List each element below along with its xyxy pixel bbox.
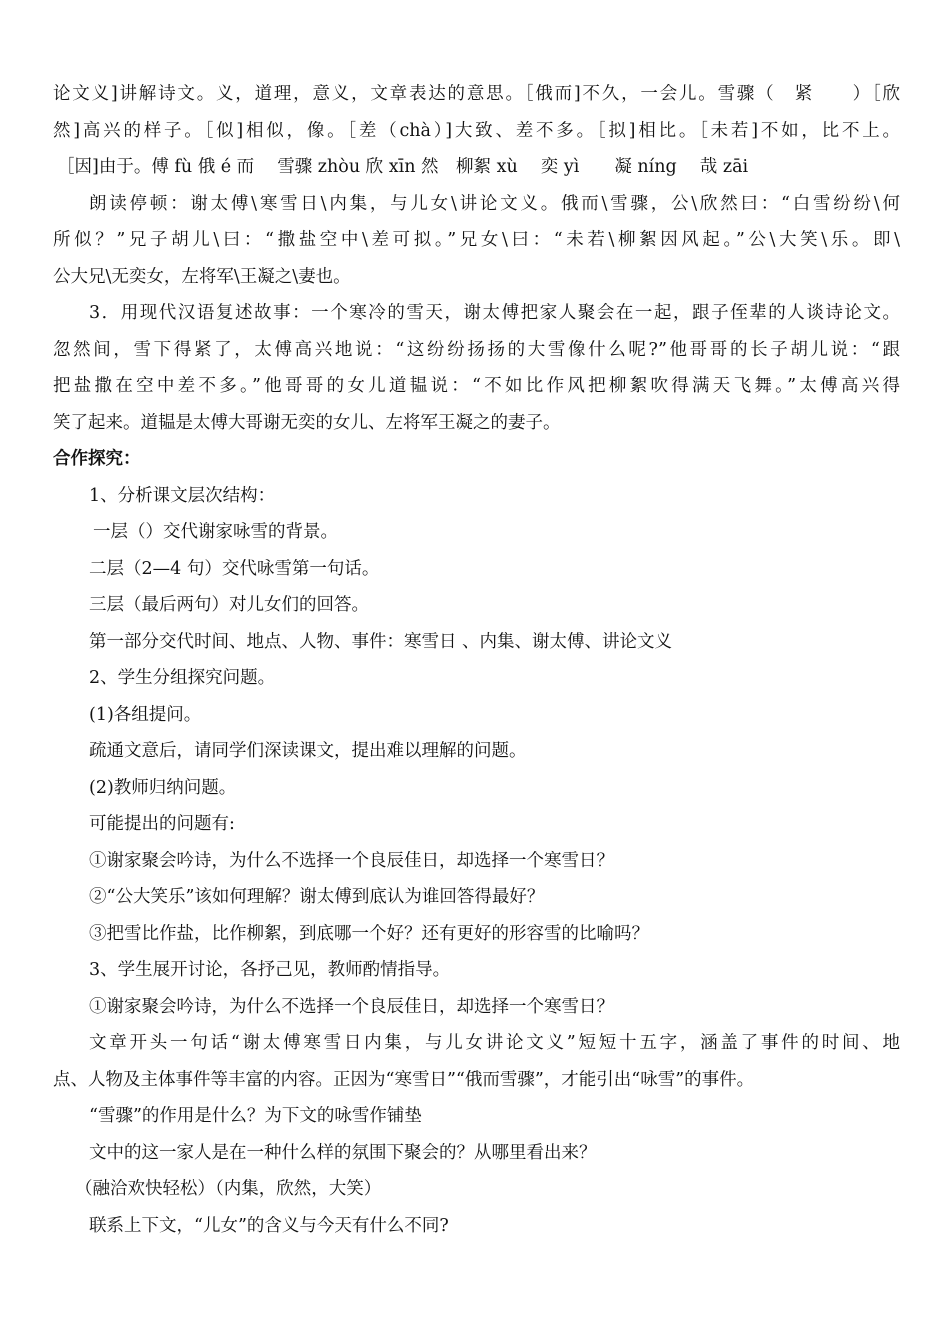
retell-line-4: 笑了起来。道韫是太傅大哥谢无奕的女儿、左将军王凝之的妻子。 [53, 412, 561, 433]
list-item: 疏通文意后，请同学们深读课文，提出难以理解的问题。 [89, 741, 527, 761]
annotation-line-2: 然]高兴的样子。［似]相似，像。［差（chà）]大致、差不多。［拟]相比。［未若]不如，比不上。 [53, 120, 900, 141]
list-item: 1、分析课文层次结构： [89, 485, 276, 506]
question-item: ①谢家聚会吟诗，为什么不选择一个良辰佳日，却选择一个寒雪日？ [89, 996, 614, 1017]
paragraph-line: 联系上下文，“儿女”的含义与今天有什么不同? [89, 1215, 449, 1236]
reading-pause-line-2: 所似？”兄子胡儿\曰：“撒盐空中\差可拟。”兄女\曰：“未若\柳絮因风起。”公\大笑\乐。即\ [53, 230, 900, 250]
paragraph-line: 文中的这一家人是在一种什么样的氛围下聚会的？从哪里看出来？ [89, 1142, 597, 1163]
reading-pause-line-3: 公大兄\无奕女，左将军\王凝之\妻也。 [53, 266, 351, 287]
list-item: 3、学生展开讨论，各抒己见，教师酌情指导。 [89, 960, 451, 980]
list-item: 一层（）交代谢家咏雪的背景。 [93, 522, 338, 542]
list-item: 三层（最后两句）对儿女们的回答。 [89, 595, 369, 615]
retell-line-2: 忽然间，雪下得紧了，太傅高兴地说：“这纷纷扬扬的大雪像什么呢?”他哥哥的长子胡儿说：“跟 [53, 339, 900, 360]
annotation-line-1: 论文义]讲解诗文。义，道理，意义，文章表达的意思。［俄而]不久，一会儿。雪骤（ 紧 ）［欣 [53, 84, 900, 104]
list-item: 第一部分交代时间、地点、人物、事件：寒雪日 、内集、谢太傅、讲论文义 [89, 631, 673, 652]
list-item: (2)教师归纳问题。 [89, 777, 237, 798]
paragraph-line: “雪骤”的作用是什么？为下文的咏雪作铺垫 [89, 1106, 422, 1126]
paragraph-line: （融洽欢快轻松）（内集，欣然，大笑） [75, 1179, 382, 1199]
question-item: ①谢家聚会吟诗，为什么不选择一个良辰佳日，却选择一个寒雪日？ [89, 850, 614, 871]
list-item: 可能提出的问题有: [89, 814, 235, 834]
paragraph-line: 文章开头一句话“谢太傅寒雪日内集，与儿女讲论文义”短短十五字，涵盖了事件的时间、地 [89, 1033, 900, 1053]
reading-pause-line-1: 朗读停顿：谢太傅\寒雪日\内集，与儿女\讲论文义。俄而\雪骤，公\欣然曰：“白雪纷纷\何 [89, 193, 900, 214]
paragraph-line: 点、人物及主体事件等丰富的内容。正因为“寒雪日”“俄而雪骤”，才能引出“咏雪”的事件。 [53, 1069, 755, 1090]
list-item: (1)各组提问。 [89, 704, 202, 725]
question-item: ②“公大笑乐”该如何理解？谢太傅到底认为谁回答得最好？ [89, 887, 545, 907]
retell-line-1: 3．用现代汉语复述故事：一个寒冷的雪天，谢太傅把家人聚会在一起，跟子侄辈的人谈诗论文。 [89, 303, 900, 323]
section-heading: 合作探究： [53, 449, 141, 469]
retell-line-3: 把盐撒在空中差不多。”他哥哥的女儿道韫说：“不如比作风把柳絮吹得满天飞舞。”太傅高兴得 [53, 376, 900, 396]
question-item: ③把雪比作盐，比作柳絮，到底哪一个好？还有更好的形容雪的比喻吗？ [89, 923, 649, 944]
list-item: 2、学生分组探究问题。 [89, 668, 276, 688]
pronunciation-line: ［因]由于。傅 fù 俄 é 而 雪骤 zhòu 欣 xīn 然 柳絮 xù 奕 yì 凝 níng 哉 zāi [57, 157, 749, 177]
list-item: 二层（2—4 句）交代咏雪第一句话。 [89, 558, 380, 579]
